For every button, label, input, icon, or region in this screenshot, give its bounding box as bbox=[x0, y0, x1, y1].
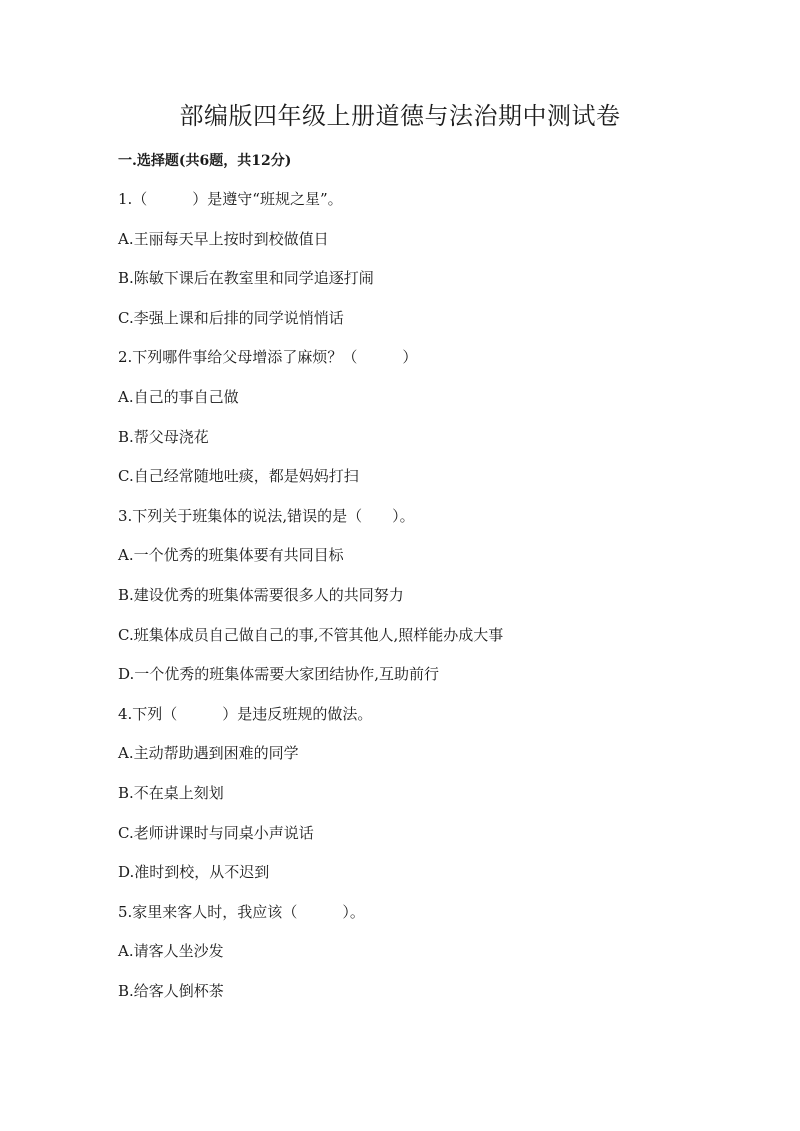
question-1-option-b: B.陈敏下课后在教室里和同学追逐打闹 bbox=[118, 269, 374, 288]
question-2-option-a: A.自己的事自己做 bbox=[118, 387, 239, 406]
question-5-option-b: B.给客人倒杯茶 bbox=[118, 981, 224, 1000]
page-title: 部编版四年级上册道德与法治期中测试卷 bbox=[179, 102, 621, 130]
question-3-option-d: D.一个优秀的班集体需要大家团结协作,互助前行 bbox=[118, 665, 440, 684]
question-4-stem: 4.下列（ ）是违反班规的做法。 bbox=[118, 704, 373, 723]
question-list bbox=[118, 188, 758, 1019]
question-5-option-a: A.请客人坐沙发 bbox=[118, 942, 224, 961]
question-4-option-b: B.不在桌上刻划 bbox=[118, 783, 224, 802]
question-2-stem: 2.下列哪件事给父母增添了麻烦？（ ） bbox=[118, 348, 418, 367]
question-1-option-c: C.李强上课和后排的同学说悄悄话 bbox=[118, 308, 344, 327]
question-3-option-c: C.班集体成员自己做自己的事,不管其他人,照样能办成大事 bbox=[118, 625, 504, 644]
question-3-stem: 3.下列关于班集体的说法,错误的是（ ）。 bbox=[118, 506, 415, 525]
question-1-stem: 1.（ ）是遵守“班规之星”。 bbox=[118, 190, 343, 208]
question-4-option-d: D.准时到校，从不迟到 bbox=[118, 863, 270, 882]
question-1-option-a: A.王丽每天早上按时到校做值日 bbox=[118, 229, 329, 248]
question-3-option-a: A.一个优秀的班集体要有共同目标 bbox=[118, 546, 344, 565]
question-5-stem: 5.家里来客人时，我应该（ ）。 bbox=[118, 902, 365, 921]
question-2-option-b: B.帮父母浇花 bbox=[118, 427, 209, 446]
question-4-option-c: C.老师讲课时与同桌小声说话 bbox=[118, 823, 314, 842]
question-2-option-c: C.自己经常随地吐痰，都是妈妈打扫 bbox=[118, 467, 359, 486]
question-3-option-b: B.建设优秀的班集体需要很多人的共同努力 bbox=[118, 585, 404, 604]
question-4-option-a: A.主动帮助遇到困难的同学 bbox=[118, 744, 299, 763]
section-heading: 一.选择题(共6题，共12分) bbox=[118, 153, 292, 169]
